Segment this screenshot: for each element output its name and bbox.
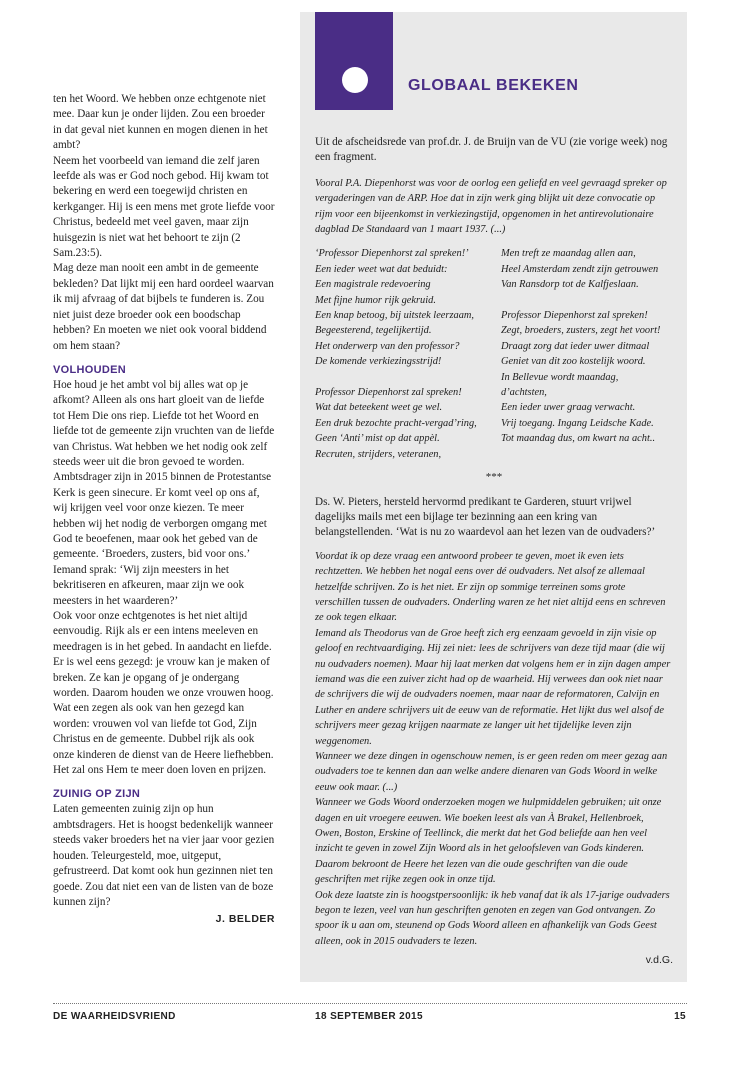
poem-line: Heel Amsterdam zendt zijn getrouwen: [501, 263, 659, 275]
poem-line: Geniet van dit zoo kostelijk woord.: [501, 356, 646, 368]
circle-icon: [342, 67, 368, 93]
intro-paragraph: Ds. W. Pieters, hersteld hervormd predikant te Garderen, stuurt vrijwel dagelijks mails met een bijlage ter bezinning aan een kring van belangstellenden. ‘Wat is nu zo waardevol aan het lezen van de oudvaders?’: [315, 495, 656, 539]
poem-line: Begeesterend, tegelijkertijd.: [315, 325, 432, 337]
paragraph: Ambtsdrager zijn in 2015 binnen de Protestantse Kerk is geen sinecure. Er komt veel op ons af, wij krijgen veel voor onze kiezen. Te meer hebben wij het nodig de verborgen omgang met God te beoefenen, maar ook het gebed van de gemeente. ‘Broeders, zusters, bid voor ons.’ Iemand sprak: ‘Wij zijn meesters in het bekritiseren en afkeuren, maar zijn we ook meesters in het waarderen?’: [53, 471, 272, 607]
footer-publication: DE WAARHEIDSVRIEND: [53, 1011, 176, 1022]
quote-paragraph: Wanneer we deze dingen in ogenschouw nemen, is er geen reden om meer gezag aan oudvaders toe te kennen dan aan welke andere dienaren van Gods Woord in welke eeuw ook maar. (...): [315, 751, 668, 793]
poem-column-left: [315, 246, 501, 462]
globaal-bekeken-box: [300, 12, 687, 982]
poem-line: ‘Professor Diepenhorst zal spreken!’: [315, 248, 469, 260]
poem-line: Een druk bezochte pracht-vergad’ring,: [315, 417, 477, 429]
quote-paragraph: Wanneer we Gods Woord onderzoeken mogen we hulpmiddelen gebruiken; uit onze dagen en uit vroegere eeuwen. Wie boeken leest als van À Brakel, Hellenbroek, Owen, Boston, Erskine of Teellinck, die merkt dat het God beliefde aan hen veel inzicht te geven in zowel Zijn Woord als in het geloofsleven van Gods kinderen. Daarom bekroont de Heere het lezen van die oude geschriften van die oude geschriften met rijke zegen ook in onze tijd.: [315, 797, 662, 886]
intro-paragraph: Uit de afscheidsrede van prof.dr. J. de Bruijn van de VU (zie vorige week) nog een fragment.: [315, 136, 668, 164]
poem-line: Draagt zorg dat ieder uwer ditmaal: [501, 340, 650, 352]
footer-date: 18 SEPTEMBER 2015: [315, 1011, 423, 1022]
poem-stanza-gap: [315, 370, 501, 385]
section-heading-volhouden: VOLHOUDEN: [53, 363, 126, 376]
box-signature: v.d.G.: [645, 954, 673, 967]
poem-line: Een knap betoog, bij uitstek leerzaam,: [315, 310, 475, 322]
paragraph: Hoe houd je het ambt vol bij alles wat op je afkomt? Alleen als ons hart gloeit van de liefde tot Hem Die ons riep. Liefde tot het Woord en liefde tot de gemeente zijn vruchten van de liefde van Christus. Wat hebben we het nodig ook zelf steeds weer uit die bron gevoed te worden.: [53, 378, 275, 468]
left-column: [53, 92, 275, 928]
separator-stars: ***: [485, 471, 503, 484]
poem-line: In Bellevue wordt maandag,: [501, 371, 619, 383]
poem-line: Het onderwerp van den professor?: [315, 340, 460, 352]
poem-line: Recruten, strijders, veteranen,: [315, 448, 442, 460]
column-badge: [315, 12, 393, 110]
poem-line: Professor Diepenhorst zal spreken!: [501, 310, 648, 322]
paragraph: Laten gemeenten zuinig zijn op hun ambtsdragers. Het is hoogst bedenkelijk wanneer steeds vaker broeders het na vier jaar voor gezien houden. Teleurgesteld, moe, uitgeput, gefrustreerd. Dat komt ook hun gezinnen niet ten goede. Zou dat niet een van de listen van de boze kunnen zijn?: [53, 803, 275, 908]
paragraph: ten het Woord. We hebben onze echtgenote niet mee. Daar kun je onder lijden. Zou een broeder in dat geval niet kunnen en mogen dienen in het ambt?: [53, 93, 268, 152]
author-signature: J. BELDER: [215, 913, 275, 926]
footer-rule: [53, 1003, 687, 1004]
poem-line: Zegt, broeders, zusters, zegt het voort!: [501, 325, 661, 337]
poem-line: Tot maandag dus, om kwart na acht..: [501, 433, 656, 445]
poem: [315, 246, 673, 462]
poem-line: Met fijne humor rijk gekruid.: [315, 294, 436, 306]
quote-paragraph: Vooral P.A. Diepenhorst was voor de oorlog een geliefd en veel gevraagd spreker op vergaderingen van de ARP. Hoe dat in zijn werk ging blijkt uit deze convocatie op rijm voor een bijeenkomst in verkiezingstijd, opgenomen in het antirevolutionaire dagblad De Standaard van 1 maart 1937. (...): [315, 177, 667, 236]
poem-line: De komende verkiezingsstrijd!: [315, 356, 442, 368]
box-title: GLOBAAL BEKEKEN: [408, 77, 579, 94]
poem-line: Een magistrale redevoering: [315, 279, 431, 291]
paragraph: Mag deze man nooit een ambt in de gemeente bekleden? Dat lijkt mij een hard oordeel waarvan ik mij afvraag of dat bijbels te funderen is. Zou niet juist deze broeder ook een boodschap hebben? En moeten we niet ook vooral biddend om hem staan?: [53, 262, 274, 352]
poem-line: Men treft ze maandag allen aan,: [501, 248, 636, 260]
page-number: 15: [674, 1011, 686, 1022]
poem-column-right: [501, 246, 673, 462]
poem-line: Een ieder uwer graag verwacht.: [501, 402, 636, 414]
section-heading-zuinig: ZUINIG OP ZIJN: [53, 788, 141, 801]
poem-stanza-gap: [501, 293, 673, 308]
poem-line: Professor Diepenhorst zal spreken!: [315, 387, 462, 399]
poem-line: Wat dat beteekent weet ge wel.: [315, 402, 443, 414]
paragraph: Ook voor onze echtgenotes is het niet altijd eenvoudig. Rijk als er een intens meeleven en meedragen is in het gebed. In aandacht en liefde.: [53, 610, 272, 653]
poem-line: Een ieder weet wat dat beduidt:: [315, 263, 448, 275]
box-body: [315, 135, 673, 969]
quote-paragraph: Iemand als Theodorus van de Groe heeft zich erg eenzaam gevoeld in zijn visie op geloof en rechtvaardiging. Hij zei niet: lees de schrijvers van deze tijd maar (die wij nu oudvaders noemen). Maar hij laat merken dat volgens hem er in zijn dagen amper iemand was die een zuiver zicht had op de waarheid. Hij verwees dan ook niet naar de schrijvers die wij de oudvaders noemen, maar naar de reformatoren, Calvijn en Luther en andere schrijvers uit de eeuw van de reformatie. Het lijkt dus wel alsof de schrijvers meer gezag krijgen naarmate ze langer uit het tijdelijke leven zijn weggenomen.: [315, 627, 671, 747]
poem-line: Geen ‘Anti’ mist op dat appèl.: [315, 433, 440, 445]
poem-line: Vrij toegang. Ingang Leidsche Kade.: [501, 417, 654, 429]
poem-line: d’achtsten,: [501, 387, 547, 399]
paragraph: Neem het voorbeeld van iemand die zelf jaren leefde als was er God noch gebod. Hij kwam tot bekering en werd een toegewijd christen en kerkganger. Hij is een mens met grote liefde voor Christus, bedeeld met veel gaven, maar zijn huisgezin is niet wat het behoort te zijn (2 Sam.23:5).: [53, 154, 275, 260]
paragraph: Er is wel eens gezegd: je vrouw kan je maken of breken. Ze kan je opgang of je ondergang worden. Daarom houden we onze vrouwen hoog. Wat een zegen als ook van hen gezegd kan worden: vrouwen vol van liefde tot God, Zijn Christus en de gemeente. Dubbel rijk als ook onze kinderen de dienst van de Heere liefhebben. Het zal ons Hem te meer doen loven en prijzen.: [53, 656, 274, 777]
poem-line: Van Ransdorp tot de Kalfjeslaan.: [501, 279, 639, 291]
quote-paragraph: Voordat ik op deze vraag een antwoord probeer te geven, moet ik even iets rechtzetten. We hebben het nogal eens over dé oudvaders. Net alsof ze allemaal hetzelfde schrijven. Zo is het niet. Er zijn op sommige terreinen soms grote verschillen tussen de oudvaders. Onderling waren ze het niet altijd eens en schreven ze ook tegen elkaar.: [315, 550, 666, 624]
quote-paragraph: Ook deze laatste zin is hoogstpersoonlijk: ik heb vanaf dat ik als 17-jarige oudvaders begon te lezen, veel van hun geschriften genoten en zegen van God ontvangen. Zo spoor ik u aan om, steunend op Gods Woord alleen en afhankelijk van Gods Geest alleen, ook in 2015 oudvaders te lezen.: [315, 889, 670, 947]
